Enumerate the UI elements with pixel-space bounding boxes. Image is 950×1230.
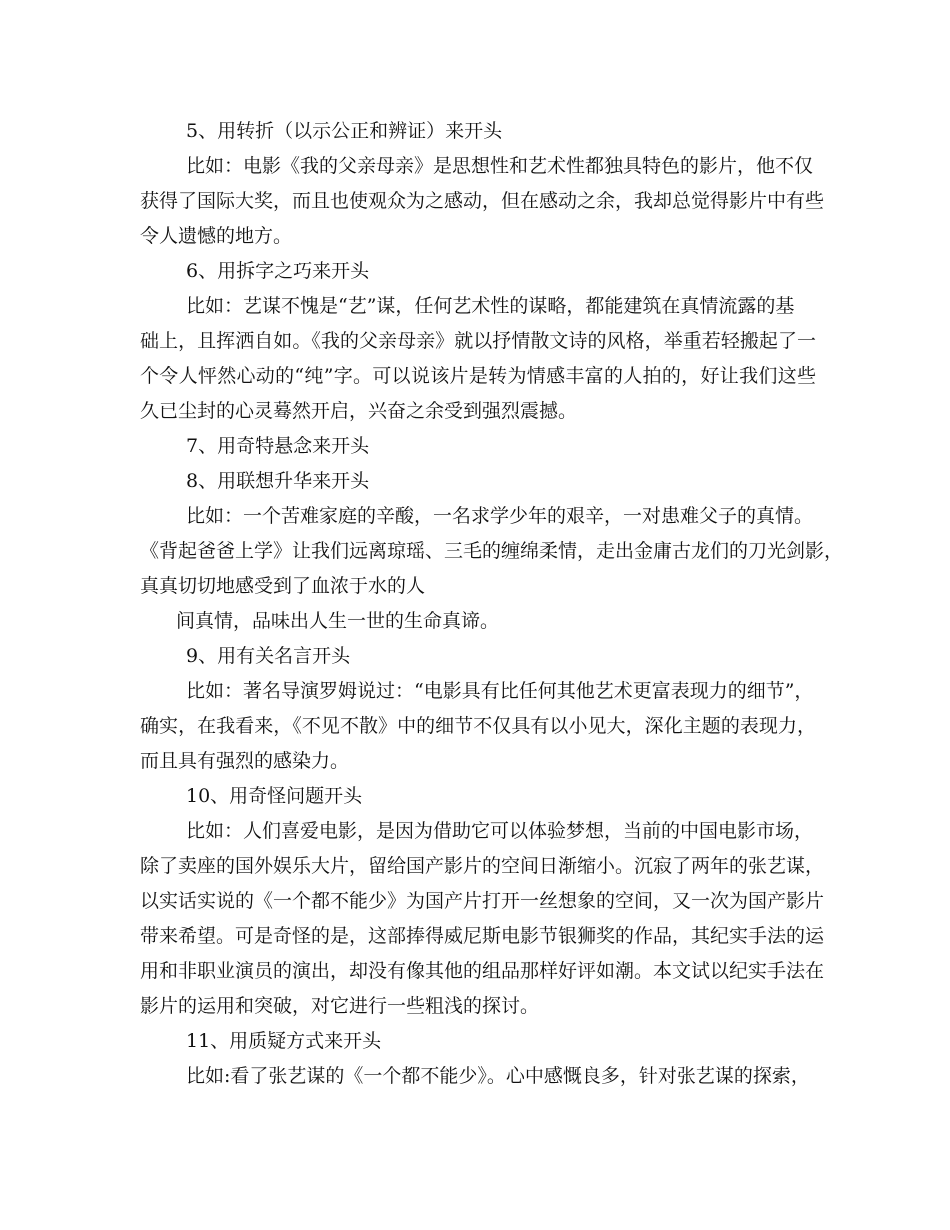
heading-10: 10、用奇怪问题开头 xyxy=(186,785,363,807)
heading-8: 8、用联想升华来开头 xyxy=(186,470,370,492)
paragraph-line: 确实，在我看来，《不见不散》中的细节不仅具有以小见大，深化主题的表现力， xyxy=(140,715,816,737)
paragraph-line: 除了卖座的国外娱乐大片，留给国产影片的空间日渐缩小。沉寂了两年的张艺谋， xyxy=(140,855,825,877)
paragraph-line: 间真情，品味出人生一世的生命真谛。 xyxy=(176,610,500,632)
paragraph-line: 而且具有强烈的感染力。 xyxy=(140,750,350,772)
paragraph-line: 以实话实说的《一个都不能少》为国产片打开一丝想象的空间，又一次为国产影片 xyxy=(140,890,825,912)
paragraph-line: 用和非职业演员的演出，却没有像其他的组品那样好评如潮。本文试以纪实手法在 xyxy=(140,960,825,982)
heading-9: 9、用有关名言开头 xyxy=(186,645,351,667)
heading-6: 6、用拆字之巧来开头 xyxy=(186,260,370,282)
heading-11: 11、用质疑方式来开头 xyxy=(186,1030,382,1052)
heading-7: 7、用奇特悬念来开头 xyxy=(186,435,370,457)
heading-5: 5、用转折（以示公正和辨证）来开头 xyxy=(186,120,503,142)
paragraph-line: 令人遗憾的地方。 xyxy=(140,225,293,247)
paragraph-line: 带来希望。可是奇怪的是，这部捧得威尼斯电影节银狮奖的作品，其纪实手法的运 xyxy=(140,925,825,947)
paragraph-line: 获得了国际大奖，而且也使观众为之感动，但在感动之余，我却总觉得影片中有些 xyxy=(140,190,825,212)
paragraph-line: 比如:看了张艺谋的《一个都不能少》。心中感慨良多，针对张艺谋的探索， xyxy=(186,1065,810,1087)
paragraph-line: 影片的运用和突破，对它进行一些粗浅的探讨。 xyxy=(140,995,540,1017)
paragraph-line: 久已尘封的心灵蓦然开启，兴奋之余受到强烈震撼。 xyxy=(140,400,578,422)
paragraph-line: 础上，且挥洒自如。《我的父亲母亲》就以抒情散文诗的风格，举重若轻搬起了一 xyxy=(140,330,816,352)
paragraph-line: 《背起爸爸上学》让我们远离琼瑶、三毛的缠绵柔情，走出金庸古龙们的刀光剑影， xyxy=(140,540,844,562)
paragraph-line: 比如：艺谋不愧是“艺”谋，任何艺术性的谋略，都能建筑在真情流露的基 xyxy=(186,295,795,317)
paragraph-line: 个令人怦然心动的“纯”字。可以说该片是转为情感丰富的人拍的，好让我们这些 xyxy=(140,365,816,387)
paragraph-line: 比如：著名导演罗姆说过：“电影具有比任何其他艺术更富表现力的细节”， xyxy=(186,680,814,702)
paragraph-line: 比如：电影《我的父亲母亲》是思想性和艺术性都独具特色的影片，他不仅 xyxy=(186,155,814,177)
paragraph-line: 比如：人们喜爱电影，是因为借助它可以体验梦想，当前的中国电影市场， xyxy=(186,820,814,842)
paragraph-line: 比如：一个苦难家庭的辛酸，一名求学少年的艰辛，一对患难父子的真情。 xyxy=(186,505,814,527)
paragraph-line: 真真切切地感受到了血浓于水的人 xyxy=(140,575,426,597)
